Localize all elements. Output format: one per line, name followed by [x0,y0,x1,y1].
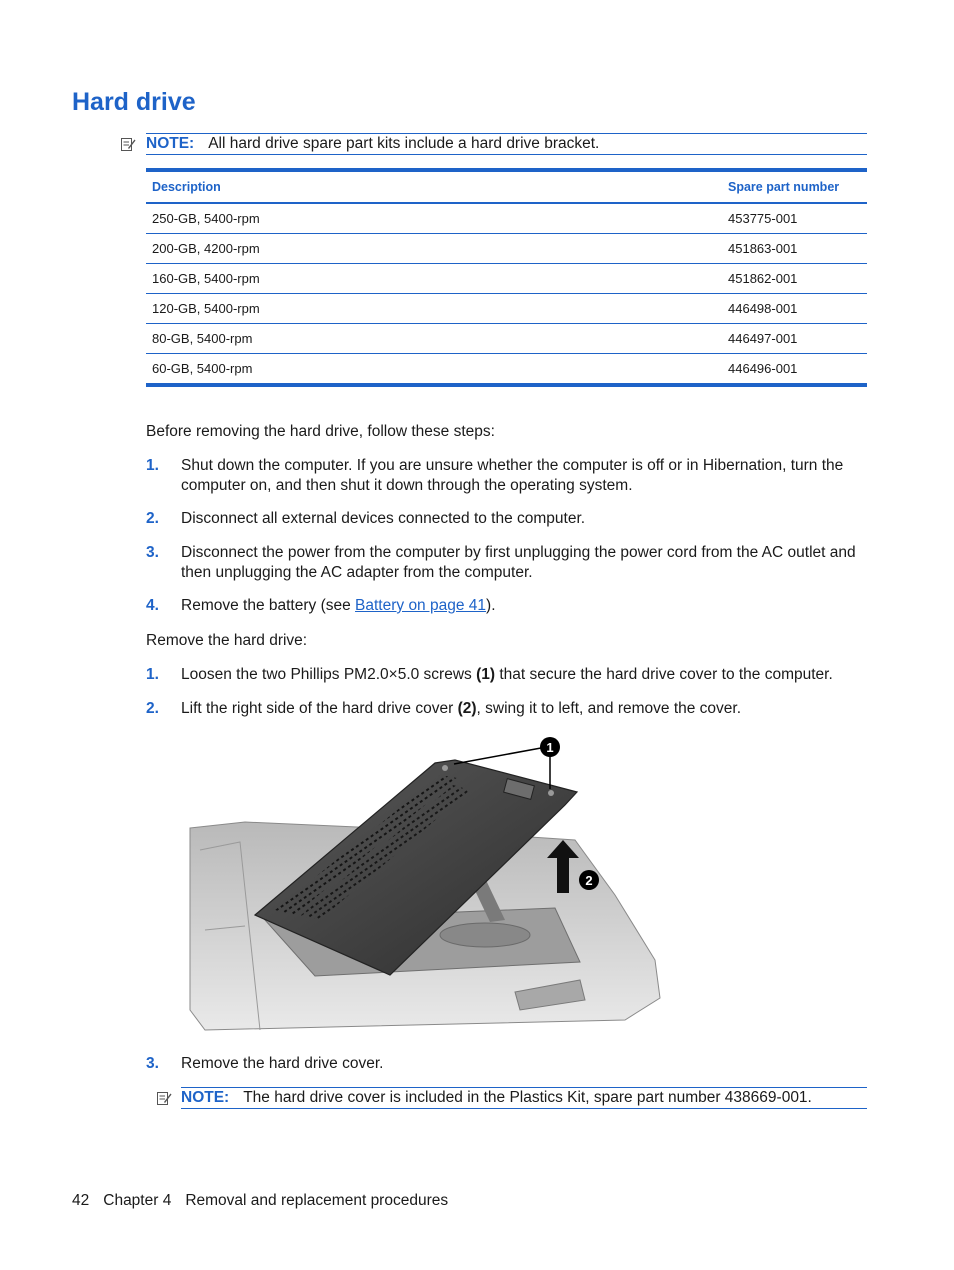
table-row [146,203,867,234]
intro-text: Before removing the hard drive, follow these steps: [146,423,495,440]
step-text-before: Lift the right side of the hard drive cover [181,700,458,717]
description-cell: 80-GB, 5400-rpm [146,324,722,354]
step-text: Remove the hard drive cover. [181,1055,384,1072]
remove-intro-text: Remove the hard drive: [146,632,308,649]
part-number-cell: 446496-001 [722,354,867,386]
note-text: The hard drive cover is included in the Plastics Kit, spare part number 438669-001. [243,1089,812,1106]
step-number: 2. [146,700,159,717]
step-text-after: ). [486,597,496,614]
description-cell: 60-GB, 5400-rpm [146,354,722,386]
note-label: NOTE: [146,135,195,152]
column-header-spare-part-number: Spare part number [722,170,867,203]
prep-step-3 [146,543,868,583]
callout-2-label: 2 [585,873,593,888]
part-number-cell: 453775-001 [728,211,798,226]
step-text-after: that secure the hard drive cover to the computer. [495,666,833,683]
description-cell: 160-GB, 5400-rpm [146,264,722,294]
chapter-title: Removal and replacement procedures [185,1192,449,1209]
note-label: NOTE: [181,1089,230,1106]
callout-ref: (1) [476,666,496,683]
note-box [146,133,867,155]
table-row [146,294,867,324]
remove-step-1 [146,665,868,685]
note-icon [120,136,136,152]
column-header-description: Description [146,170,722,203]
prep-step-2 [146,509,868,529]
step-text-before: Loosen the two Phillips PM2.0×5.0 screws [181,666,477,683]
table-row [146,324,867,354]
page-footer [72,1192,462,1210]
step-text: Disconnect the power from the computer by first unplugging the power cord from the AC outlet and then unplugging the AC adapter from the computer. [181,544,856,581]
note-text: All hard drive spare part kits include a hard drive bracket. [208,135,600,152]
note-box [181,1087,867,1109]
callout-ref: (2) [457,700,477,717]
prep-step-1 [146,456,868,496]
step-number: 4. [146,597,159,614]
chapter-label: Chapter 4 [103,1192,172,1209]
part-number-cell: 446498-001 [722,294,867,324]
step-text-before: Remove the battery (see [181,597,356,614]
step-text: Disconnect all external devices connected to the computer. [181,510,586,527]
table-row [146,234,867,264]
section-title: Hard drive [72,88,196,116]
page-number: 42 [72,1192,90,1209]
step-number: 3. [146,1055,159,1072]
part-number-cell: 451862-001 [722,264,867,294]
remove-step-3 [146,1054,868,1074]
table-row [146,264,867,294]
step-number: 3. [146,544,159,561]
hard-drive-cover-illustration [185,730,665,1035]
step-number: 1. [146,666,159,683]
part-number-cell: 446497-001 [722,324,867,354]
part-number-cell: 451863-001 [722,234,867,264]
step-text-after: , swing it to left, and remove the cover. [476,700,742,717]
callout-1-label: 1 [546,740,554,755]
note-icon [156,1090,172,1106]
battery-page-link[interactable]: Battery on page 41 [355,597,487,614]
description-cell: 120-GB, 5400-rpm [146,294,722,324]
description-cell: 200-GB, 4200-rpm [146,234,722,264]
spare-parts-table [146,168,867,387]
step-text: Shut down the computer. If you are unsure whether the computer is off or in Hibernation, turn the computer on, and then shut it down through the operating system. [181,457,844,494]
prep-step-4 [146,596,868,616]
description-cell: 250-GB, 5400-rpm [152,211,260,226]
step-number: 2. [146,510,159,527]
remove-step-2 [146,699,868,719]
table-row [146,354,867,386]
step-number: 1. [146,457,159,474]
